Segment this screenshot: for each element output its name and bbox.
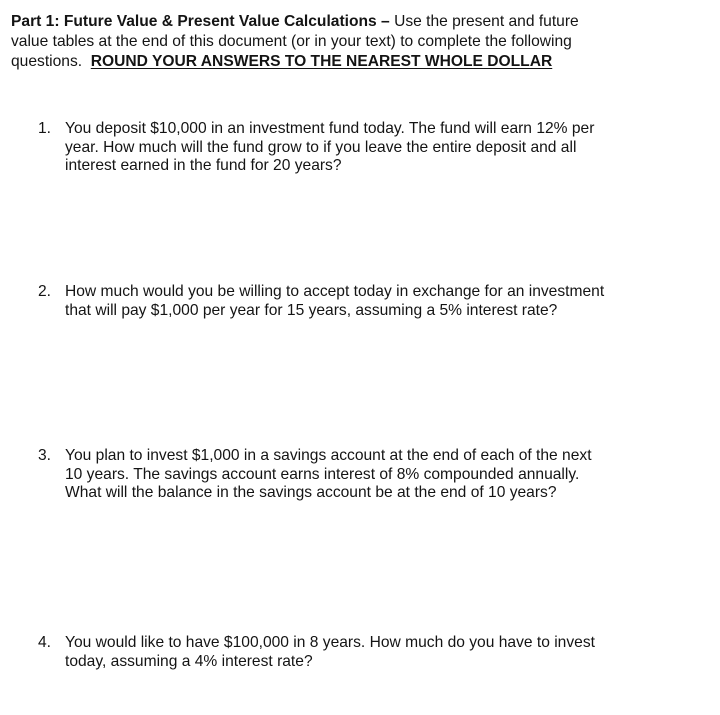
intro-line-2: value tables at the end of this document (or in your text) to complete the following — [11, 33, 572, 50]
question-line: How much would you be willing to accept today in exchange for an investment — [65, 283, 605, 300]
part-heading: Part 1: Future Value & Present Value Calculations — [11, 13, 377, 30]
question-line: year. How much will the fund grow to if you leave the entire deposit and all — [65, 138, 577, 156]
question-number: 4. — [38, 634, 52, 651]
heading-dash: – — [376, 13, 395, 30]
question-line: You would like to have $100,000 in 8 years. How much do you have to invest — [65, 634, 595, 651]
question-line: that will pay $1,000 per year for 15 years, assuming a 5% interest rate? — [65, 301, 558, 319]
question-number: 1. — [38, 120, 52, 137]
question-text — [65, 120, 594, 176]
intro-text-3: questions. — [11, 53, 91, 70]
question-line: You deposit $10,000 in an investment fund today. The fund will earn 12% per — [65, 120, 595, 137]
question-number: 3. — [38, 447, 52, 464]
question-text — [65, 283, 604, 320]
intro-line-3 — [11, 52, 701, 72]
intro-line-1 — [11, 12, 701, 32]
question-text — [65, 634, 595, 671]
question-text — [65, 447, 592, 503]
intro-text-1: Use the present and future — [394, 13, 579, 30]
question-line: today, assuming a 4% interest rate? — [65, 652, 313, 670]
part-intro — [11, 12, 701, 72]
question-line: interest earned in the fund for 20 years? — [65, 157, 342, 174]
question-line: 10 years. The savings account earns interest of 8% compounded annually. — [65, 465, 580, 483]
question-line: What will the balance in the savings account be at the end of 10 years? — [65, 484, 557, 501]
rounding-instruction: ROUND YOUR ANSWERS TO THE NEAREST WHOLE DOLLAR — [90, 53, 553, 70]
question-number: 2. — [38, 283, 52, 300]
question-line: You plan to invest $1,000 in a savings account at the end of each of the next — [65, 447, 592, 464]
